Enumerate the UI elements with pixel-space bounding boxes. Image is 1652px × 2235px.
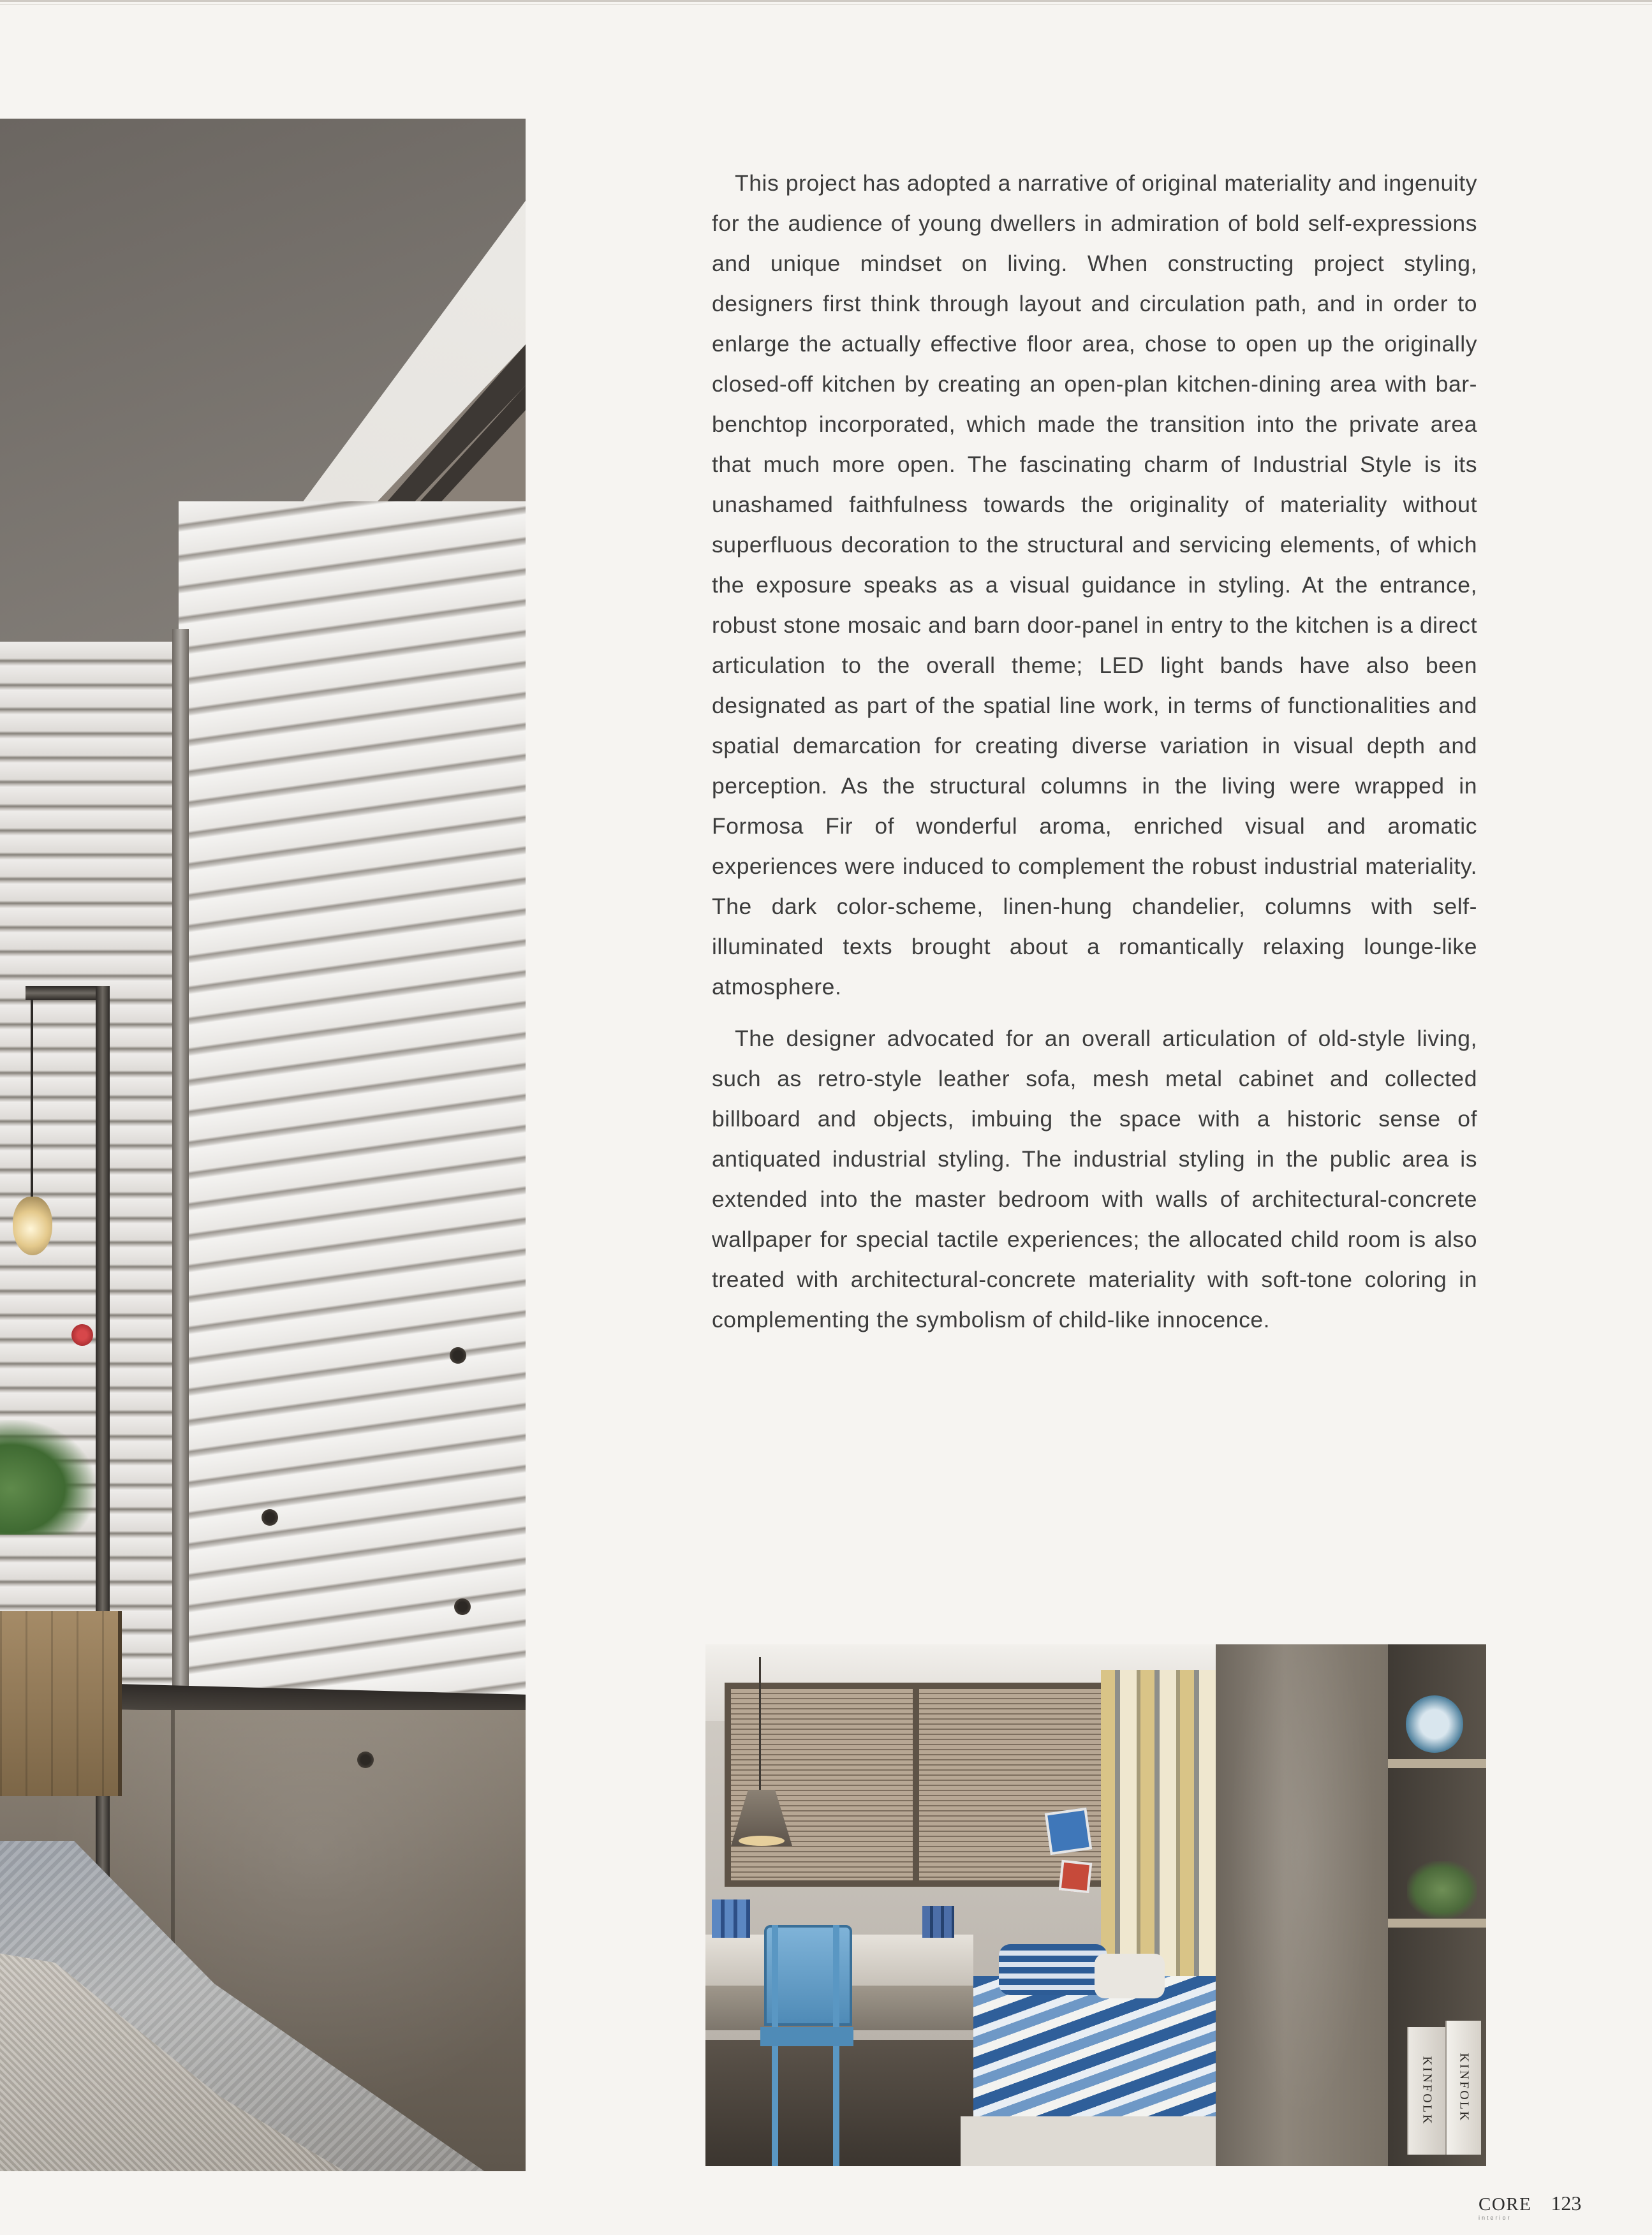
photo-clock — [1406, 1695, 1463, 1753]
photo-red-valve — [71, 1324, 93, 1346]
magazine-brand — [1479, 2194, 1532, 2221]
photo-shelf-board — [1388, 1759, 1486, 1768]
photo-pipe-lamp-stand — [96, 986, 110, 1943]
photo-window-mullion — [172, 629, 189, 1713]
paragraph-2: The designer advocated for an overall articulation of old-style living, such as retro-style leather sofa, mesh metal cabinet and collected billboard and objects, imbuing the space with a historic sense of antiquated industrial styling. The industrial styling in the public area is extended into the master bedroom with walls of architectural-concrete wallpaper for special tactile experiences; the allocated child room is also treated with architectural-concrete materiality with soft-tone coloring in complementing the symbolism of child-like innocence. — [712, 1026, 1477, 1332]
article-body — [712, 163, 1477, 1340]
photo-concrete-tie-hole — [450, 1347, 466, 1364]
photo-concrete-tie-hole — [454, 1598, 471, 1615]
book-spine-title: KINFOLK — [1457, 2053, 1471, 2123]
book-spine-title: KINFOLK — [1420, 2056, 1434, 2126]
photo-desk-books-right — [922, 1906, 954, 1938]
photo-striped-pillow — [999, 1944, 1107, 1995]
photo-pendant-cord — [759, 1657, 761, 1791]
photo-lamp-cord — [31, 999, 33, 1203]
photo-wooden-crate — [0, 1611, 122, 1796]
photo-edison-bulb — [13, 1197, 52, 1255]
photo-blinds-left — [0, 642, 182, 1700]
photo-book — [1407, 2027, 1445, 2155]
photo-wall-poster-small — [1059, 1860, 1093, 1894]
photo-concrete-tie-hole — [357, 1752, 374, 1768]
magazine-brand-name: CORE — [1479, 2194, 1532, 2215]
photo-plant — [0, 1420, 96, 1535]
scan-edge-line-faint — [0, 4, 1652, 5]
photo-window-frame — [913, 1683, 919, 1887]
photo-desk-books — [712, 1899, 750, 1938]
photo-window-blinds — [725, 1683, 1114, 1887]
photo-plain-pillow — [1095, 1954, 1165, 1998]
photo-wall-poster — [1045, 1808, 1093, 1855]
photo-shelf-board — [1388, 1919, 1486, 1928]
scan-edge-line — [0, 0, 1652, 2]
page-footer — [1479, 2192, 1581, 2224]
photo-pendant-glow — [739, 1836, 785, 1846]
page-number: 123 — [1551, 2192, 1582, 2215]
photo-shelf-plant — [1407, 1861, 1477, 1919]
bedroom-photo — [0, 119, 526, 2171]
photo-concrete-column — [1216, 1644, 1388, 2166]
photo-concrete-tie-hole — [262, 1509, 278, 1526]
photo-blue-chair-seat — [760, 2027, 853, 2046]
child-room-photo — [705, 1644, 1486, 2166]
photo-bed-base — [961, 2116, 1216, 2166]
photo-blinds-right — [179, 501, 526, 1700]
photo-book — [1445, 2021, 1481, 2155]
magazine-brand-sub: interior — [1479, 2215, 1512, 2221]
paragraph-1: This project has adopted a narrative of original materiality and ingenuity for the audience of young dwellers in admiration of bold self-expressions and unique mindset on living. When constructing project styling, designers first think through layout and circulation path, and in order to enlarge the actually effective floor area, chose to open up the originally closed-off kitchen by creating an open-plan kitchen-dining area with bar-benchtop incorporated, which made the transition into the private area that much more open. The fascinating charm of Industrial Style is its unashamed faithfulness towards the originality of materiality without superfluous decoration to the structural and servicing elements, of which the exposure speaks as a visual guidance in styling. At the entrance, robust stone mosaic and barn door-panel in entry to the kitchen is a direct articulation to the overall theme; LED light bands have also been designated as part of the spatial line work, in terms of functionalities and spatial demarcation for creating diverse variation in visual depth and perception. As the structural columns in the living were wrapped in Formosa Fir of wonderful aroma, enriched visual and aromatic experiences were induced to complement the robust industrial materiality. The dark color-scheme, linen-hung chandelier, columns with self-illuminated texts brought about a romantically relaxing lounge-like atmosphere. — [712, 170, 1477, 999]
